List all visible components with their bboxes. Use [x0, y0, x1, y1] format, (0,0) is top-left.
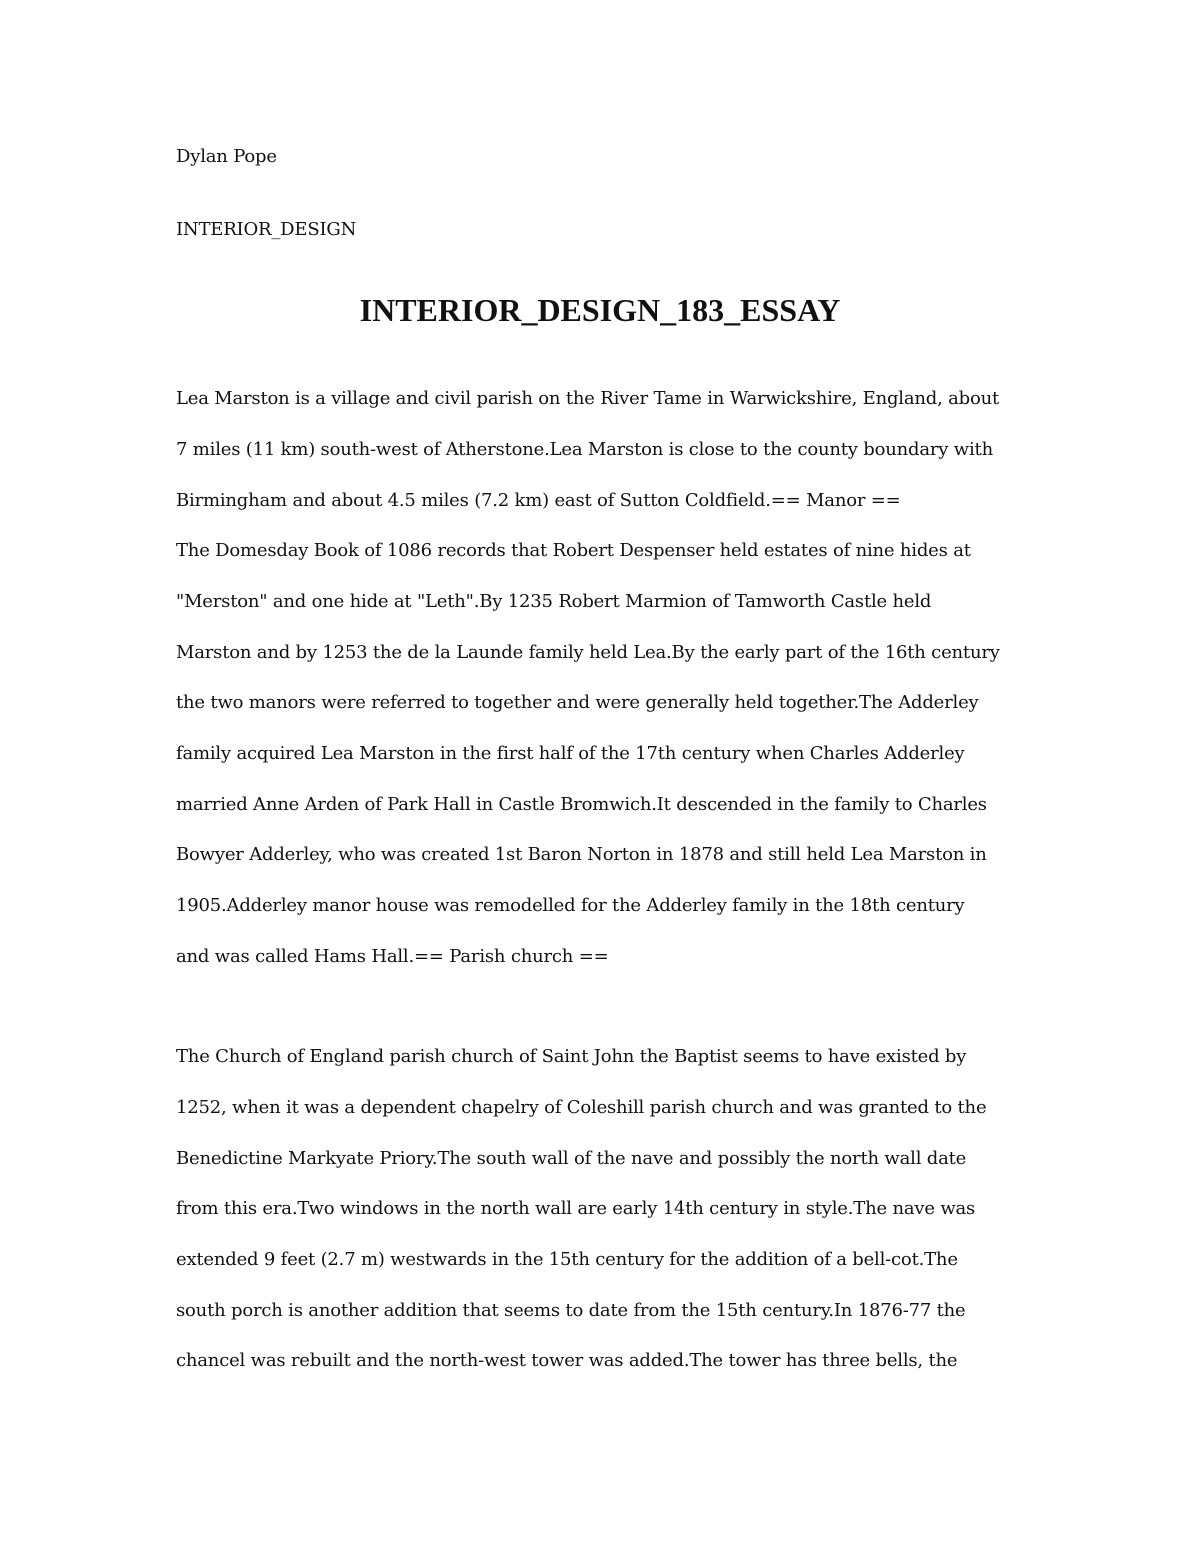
text-line: extended 9 feet (2.7 m) westwards in the 15th century for the addition of a bell-cot.The	[176, 1249, 958, 1270]
text-line: 1252, when it was a dependent chapelry of Coleshill parish church and was granted to the	[176, 1097, 987, 1118]
text-line: married Anne Arden of Park Hall in Castle Bromwich.It descended in the family to Charles	[176, 794, 987, 815]
text-line: and was called Hams Hall.== Parish church ==	[176, 946, 609, 967]
author-name: Dylan Pope	[176, 146, 277, 167]
text-line: 1905.Adderley manor house was remodelled for the Adderley family in the 18th century	[176, 895, 965, 916]
text-line: The Domesday Book of 1086 records that Robert Despenser held estates of nine hides at	[176, 540, 971, 561]
text-line: 7 miles (11 km) south-west of Atherstone.Lea Marston is close to the county boundary with	[176, 439, 993, 460]
text-line: the two manors were referred to together and were generally held together.The Adderley	[176, 692, 979, 713]
text-line: "Merston" and one hide at "Leth".By 1235 Robert Marmion of Tamworth Castle held	[176, 591, 932, 612]
text-line: chancel was rebuilt and the north-west tower was added.The tower has three bells, the	[176, 1350, 958, 1371]
essay-title: INTERIOR_DESIGN_183_ESSAY	[359, 292, 841, 328]
text-line: from this era.Two windows in the north wall are early 14th century in style.The nave was	[176, 1198, 976, 1219]
text-line: Lea Marston is a village and civil parish on the River Tame in Warwickshire, England, about	[176, 388, 1000, 409]
text-line: The Church of England parish church of Saint John the Baptist seems to have existed by	[176, 1046, 967, 1067]
text-line: Birmingham and about 4.5 miles (7.2 km) east of Sutton Coldfield.== Manor ==	[176, 490, 901, 511]
text-line: Marston and by 1253 the de la Launde family held Lea.By the early part of the 16th century	[176, 642, 1000, 663]
text-line: Benedictine Markyate Priory.The south wall of the nave and possibly the north wall date	[176, 1148, 967, 1169]
course-name: INTERIOR_DESIGN	[176, 219, 357, 240]
text-line: family acquired Lea Marston in the first half of the 17th century when Charles Adderley	[176, 743, 965, 764]
text-line: Bowyer Adderley, who was created 1st Baron Norton in 1878 and still held Lea Marston in	[176, 844, 987, 865]
text-line: south porch is another addition that seems to date from the 15th century.In 1876-77 the	[176, 1300, 966, 1321]
